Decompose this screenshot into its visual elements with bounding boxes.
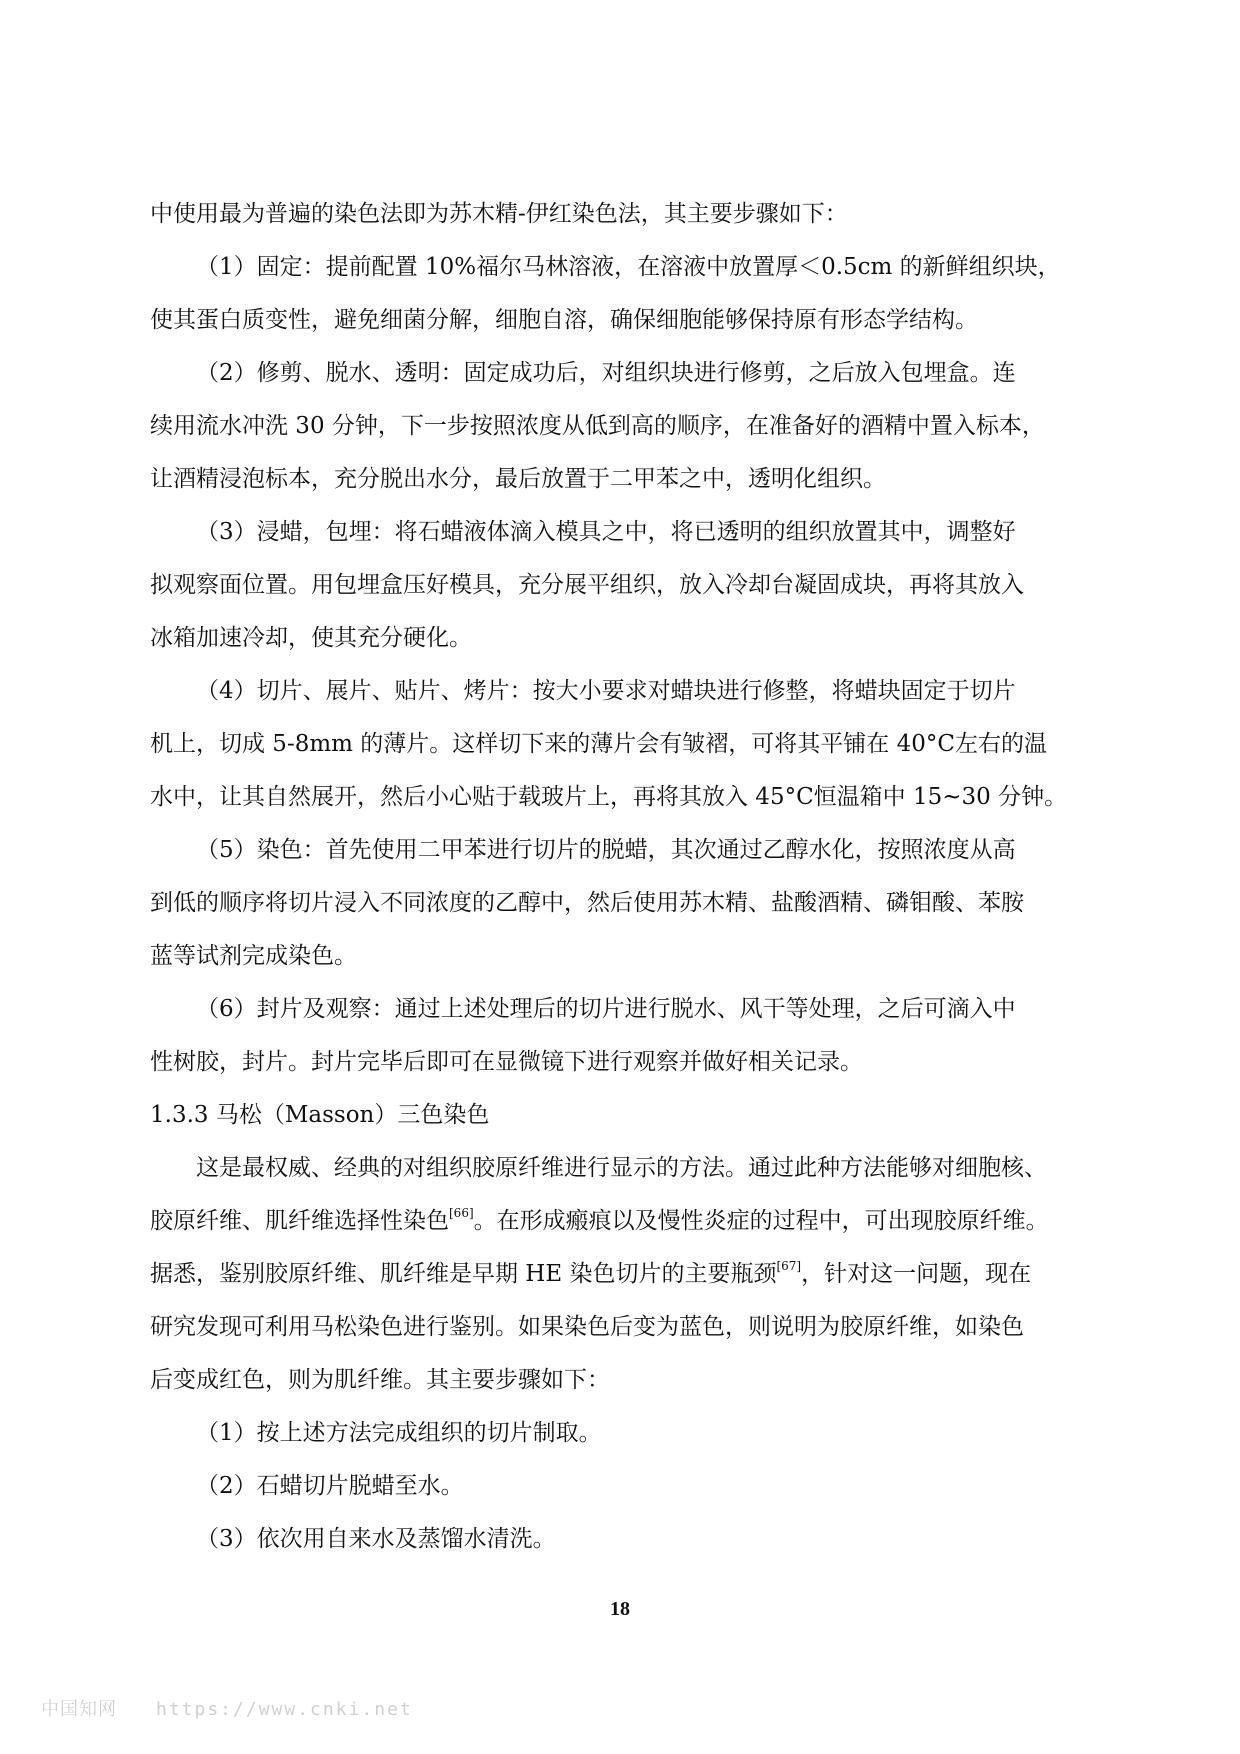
watermark-url: https://www.cnki.net xyxy=(156,1699,413,1720)
body-text xyxy=(150,196,1090,1574)
text-line: 使其蛋白质变性，避免细菌分解，细胞自溶，确保细胞能够保持原有形态学结构。 xyxy=(150,307,978,333)
text-line: （2）修剪、脱水、透明：固定成功后，对组织块进行修剪，之后放入包埋盒。连 xyxy=(196,360,1016,386)
watermark xyxy=(41,1698,413,1722)
text-line: （3）浸蜡，包埋：将石蜡液体滴入模具之中，将已透明的组织放置其中，调整好 xyxy=(196,519,1016,545)
citation-ref: [67] xyxy=(776,1259,802,1274)
text-line xyxy=(150,1203,1090,1240)
text-line: （4）切片、展片、贴片、烤片：按大小要求对蜡块进行修整，将蜡块固定于切片 xyxy=(196,678,1016,704)
citation-ref: [66] xyxy=(449,1206,474,1221)
watermark-brand: 中国知网 xyxy=(41,1699,117,1720)
page-number: 18 xyxy=(610,1598,630,1620)
text-line: 冰箱加速冷却，使其充分硬化。 xyxy=(150,625,472,651)
text-line: （3）依次用自来水及蒸馏水清洗。 xyxy=(196,1526,556,1552)
text-line: 蓝等试剂完成染色。 xyxy=(150,943,357,969)
text-line xyxy=(150,1256,1090,1293)
text-line: （2）石蜡切片脱蜡至水。 xyxy=(196,1473,464,1499)
text-line: 中使用最为普遍的染色法即为苏木精-伊红染色法，其主要步骤如下： xyxy=(150,201,848,227)
text-line: （6）封片及观察：通过上述处理后的切片进行脱水、风干等处理，之后可滴入中 xyxy=(196,996,1016,1022)
text-segment: 。在形成瘢痕以及慢性炎症的过程中，可出现胶原纤维。 xyxy=(473,1208,1049,1234)
text-line: 性树胶，封片。封片完毕后即可在显微镜下进行观察并做好相关记录。 xyxy=(150,1049,863,1075)
text-line: 机上，切成 5-8mm 的薄片。这样切下来的薄片会有皱褶，可将其平铺在 40°C左右的温 xyxy=(150,731,1047,757)
text-line: 这是最权威、经典的对组织胶原纤维进行显示的方法。通过此种方法能够对细胞核、 xyxy=(196,1155,1047,1181)
text-segment: ，针对这一问题，现在 xyxy=(801,1261,1032,1287)
text-line: （1）按上述方法完成组织的切片制取。 xyxy=(196,1420,602,1446)
text-segment: 胶原纤维、肌纤维选择性染色 xyxy=(150,1208,449,1234)
section-heading: 1.3.3 马松（Masson）三色染色 xyxy=(150,1102,490,1128)
text-line: 到低的顺序将切片浸入不同浓度的乙醇中，然后使用苏木精、盐酸酒精、磷钼酸、苯胺 xyxy=(150,890,1024,916)
text-line: 研究发现可利用马松染色进行鉴别。如果染色后变为蓝色，则说明为胶原纤维，如染色 xyxy=(150,1314,1024,1340)
text-line: 让酒精浸泡标本，充分脱出水分，最后放置于二甲苯之中，透明化组织。 xyxy=(150,466,886,492)
text-segment: 据悉，鉴别胶原纤维、肌纤维是早期 HE 染色切片的主要瓶颈 xyxy=(150,1261,777,1287)
text-line: 后变成红色，则为肌纤维。其主要步骤如下： xyxy=(150,1367,610,1393)
text-line: 水中，让其自然展开，然后小心贴于载玻片上，再将其放入 45°C恒温箱中 15~30 分钟。 xyxy=(150,784,1068,810)
text-line: （5）染色：首先使用二甲苯进行切片的脱蜡，其次通过乙醇水化，按照浓度从高 xyxy=(196,837,1016,863)
text-line: （1）固定：提前配置 10%福尔马林溶液，在溶液中放置厚＜0.5cm 的新鲜组织块， xyxy=(196,254,1061,280)
text-line: 续用流水冲洗 30 分钟，下一步按照浓度从低到高的顺序，在准备好的酒精中置入标本， xyxy=(150,413,1045,439)
text-line: 拟观察面位置。用包埋盒压好模具，充分展平组织，放入冷却台凝固成块，再将其放入 xyxy=(150,572,1024,598)
